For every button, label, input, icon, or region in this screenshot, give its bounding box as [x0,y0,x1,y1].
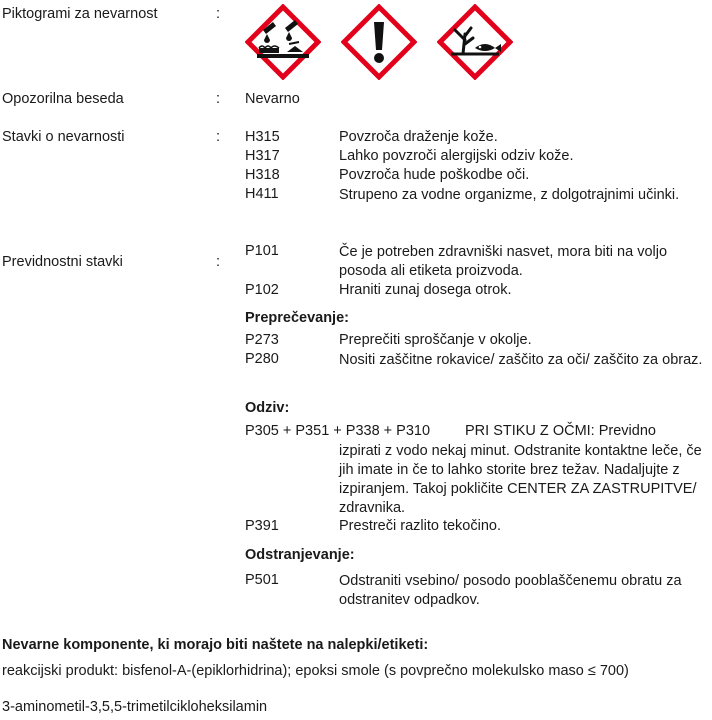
colon: : [216,129,221,145]
precaution-code: P501 [245,572,279,588]
precaution-text: Prestreči razlito tekočino. [339,518,501,534]
colon: : [216,91,221,107]
hazard-code: H411 [245,186,279,202]
colon: : [216,254,221,270]
environment-pictogram-icon [437,4,513,80]
precaution-code: P391 [245,518,279,534]
precaution-label: Previdnostni stavki [2,254,123,270]
precaution-text: Preprečiti sproščanje v okolje. [339,332,532,348]
hazard-code: H318 [245,167,280,183]
components-line: 3-aminometil-3,5,5-trimetilcikloheksilamin [2,699,268,715]
precaution-text: Nositi zaščitne rokavice/ zaščito za oči/ zaščito za obraz. [339,352,703,368]
components-line: reakcijski produkt: bisfenol-A-(epiklorhidrina); epoksi smole (s povprečno molekulsko maso ≤ 700) [2,663,629,679]
precaution-code: P273 [245,332,279,348]
precaution-code: P305 + P351 + P338 + P310 [245,423,431,439]
precaution-code: P280 [245,351,279,367]
precaution-code: P102 [245,282,279,298]
exclamation-mark-pictogram-icon [341,4,417,80]
hazard-code: H317 [245,148,280,164]
hazard-text: Povzroča hude poškodbe oči. [339,167,530,183]
pictograms-label: Piktogrami za nevarnost [2,6,158,22]
hazard-text: Strupeno za vodne organizme, z dolgotrajnimi učinki. [339,187,680,203]
precaution-code: P101 [245,243,279,259]
response-heading: Odziv: [245,400,290,416]
hazard-text: Povzroča draženje kože. [339,129,498,145]
signal-word-value: Nevarno [245,91,300,107]
prevention-heading: Preprečevanje: [245,310,349,326]
components-heading: Nevarne komponente, ki morajo biti naštete na nalepki/etiketi: [2,637,429,653]
precaution-text: Odstraniti vsebino/ posodo pooblaščenemu obratu za odstranitev odpadkov. [339,573,682,608]
signal-word-label: Opozorilna beseda [2,91,124,107]
disposal-heading: Odstranjevanje: [245,547,355,563]
colon: : [216,6,221,22]
precaution-text: Če je potreben zdravniški nasvet, mora biti na voljo posoda ali etiketa proizvoda. [339,244,668,279]
precaution-text: Hraniti zunaj dosega otrok. [339,282,512,298]
precaution-text: izpirati z vodo nekaj minut. Odstranite kontaktne leče, če jih imate in če to lahko storite brez težav. Nadaljujte z izpiranjem. Takoj pokličite CENTER ZA ZASTRUPITVE/ zdravnika. [339,443,702,516]
hazard-text: Lahko povzroči alergijski odziv kože. [339,148,574,164]
hazard-code: H315 [245,129,280,145]
corrosion-pictogram-icon [245,4,321,80]
hazard-label: Stavki o nevarnosti [2,129,125,145]
precaution-text: PRI STIKU Z OČMI: Previdno [465,423,656,439]
